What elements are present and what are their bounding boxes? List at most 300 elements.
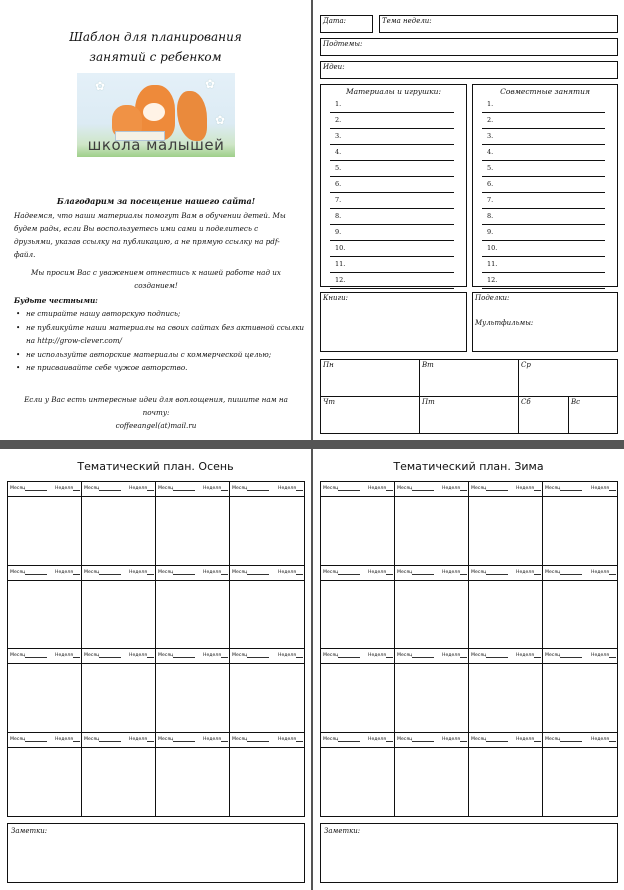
month-group <box>545 653 582 663</box>
week-blank[interactable] <box>221 653 228 658</box>
autumn-notes-field[interactable] <box>7 823 305 883</box>
month-blank[interactable] <box>338 570 360 575</box>
month-group <box>545 570 582 580</box>
week-group <box>442 486 467 496</box>
plan-week-cell[interactable] <box>543 482 617 566</box>
plan-week-cell[interactable] <box>230 733 304 817</box>
week-blank[interactable] <box>73 653 80 658</box>
plan-cell-header <box>156 733 229 748</box>
week-label: Неделя <box>129 736 147 742</box>
plan-week-cell[interactable] <box>156 482 230 566</box>
day-label: Сб <box>521 398 531 406</box>
plan-cell-header <box>543 733 617 748</box>
list-item[interactable]: 6. <box>482 177 605 193</box>
week-label: Неделя <box>278 569 296 575</box>
plan-cell-header <box>543 482 617 497</box>
ideas-field[interactable] <box>320 61 618 79</box>
week-label: Неделя <box>203 653 221 658</box>
thanks-heading: Благодарим за посещение нашего сайта! <box>56 196 256 206</box>
month-blank[interactable] <box>99 570 121 575</box>
plan-week-cell[interactable] <box>8 649 82 733</box>
month-group <box>158 737 195 747</box>
week-label: Неделя <box>368 569 386 575</box>
week-label: Неделя <box>203 486 221 491</box>
week-blank[interactable] <box>147 570 154 575</box>
month-label: Месяц <box>84 486 100 491</box>
week-group <box>516 570 541 580</box>
autumn-plan-grid <box>7 481 305 817</box>
week-group <box>368 653 393 663</box>
month-blank[interactable] <box>486 653 508 658</box>
week-group <box>516 737 541 747</box>
week-blank[interactable] <box>534 486 541 491</box>
month-blank[interactable] <box>560 486 582 491</box>
month-group <box>84 570 121 580</box>
plan-cell-header <box>156 566 229 581</box>
week-label: Неделя <box>591 569 609 575</box>
month-blank[interactable] <box>486 486 508 491</box>
day-cell-sat[interactable] <box>519 397 569 433</box>
cover-title-line2: занятий с ребенком <box>89 50 222 64</box>
month-group <box>471 737 508 747</box>
month-blank[interactable] <box>412 737 434 742</box>
day-cell-mon[interactable] <box>321 360 420 397</box>
week-group <box>591 486 616 496</box>
plan-week-cell[interactable] <box>82 733 156 817</box>
week-blank[interactable] <box>296 570 303 575</box>
materials-title: Материалы и игрушки: <box>346 87 441 96</box>
week-label: Неделя <box>129 486 147 491</box>
list-item[interactable]: 3. <box>482 129 605 145</box>
rule-item: • не присваивайте себе чужое авторство. <box>14 361 304 375</box>
week-blank[interactable] <box>460 570 467 575</box>
month-label: Месяц <box>232 569 248 575</box>
week-group <box>278 653 303 663</box>
month-label: Месяц <box>323 736 339 742</box>
day-label: Ср <box>521 361 531 369</box>
notes-label: Заметки: <box>324 827 361 835</box>
plan-week-cell[interactable] <box>321 482 395 566</box>
week-blank[interactable] <box>534 737 541 742</box>
week-group <box>368 486 393 496</box>
week-blank[interactable] <box>609 486 616 491</box>
month-label: Месяц <box>323 653 339 658</box>
plan-cell-header <box>321 566 394 581</box>
plan-week-cell[interactable] <box>8 733 82 817</box>
day-label: Пн <box>323 361 334 369</box>
month-label: Месяц <box>397 736 413 742</box>
plan-cell-header <box>230 566 304 581</box>
week-label: Неделя <box>203 736 221 742</box>
day-label: Вт <box>422 361 434 369</box>
month-label: Месяц <box>232 736 248 742</box>
week-blank[interactable] <box>386 737 393 742</box>
plan-week-cell[interactable] <box>469 733 543 817</box>
month-blank[interactable] <box>560 653 582 658</box>
plan-week-cell[interactable] <box>156 566 230 650</box>
list-item[interactable]: 5. <box>482 161 605 177</box>
plan-week-cell[interactable] <box>156 733 230 817</box>
week-label: Неделя <box>591 486 609 491</box>
plan-week-cell[interactable] <box>8 566 82 650</box>
week-group <box>368 570 393 580</box>
plan-week-cell[interactable] <box>469 566 543 650</box>
day-label: Чт <box>323 398 336 406</box>
month-label: Месяц <box>545 569 561 575</box>
cover-title-line1: Шаблон для планирования <box>69 30 242 44</box>
list-item[interactable]: 12. <box>482 273 605 289</box>
plan-week-cell[interactable] <box>82 482 156 566</box>
plan-cell-header <box>543 566 617 581</box>
month-group <box>84 486 121 496</box>
plan-cell-header <box>469 482 542 497</box>
day-cell-sun[interactable] <box>569 397 617 433</box>
month-label: Месяц <box>471 736 487 742</box>
honesty-heading: Будьте честными: <box>14 296 98 305</box>
month-blank[interactable] <box>173 570 195 575</box>
month-group <box>232 653 269 663</box>
list-item[interactable]: 12. <box>330 273 454 289</box>
week-group <box>591 737 616 747</box>
list-item[interactable]: 2. <box>482 113 605 129</box>
plan-cell-header <box>321 649 394 664</box>
week-blank[interactable] <box>147 737 154 742</box>
list-item[interactable]: 9. <box>330 225 454 241</box>
books-field[interactable] <box>320 292 467 352</box>
plan-cell-header <box>230 482 304 497</box>
flower-icon: ✿ <box>95 79 106 93</box>
month-group <box>545 737 582 747</box>
plan-cell-header <box>321 482 394 497</box>
day-cell-tue[interactable] <box>420 360 519 397</box>
week-blank[interactable] <box>460 653 467 658</box>
week-group <box>516 486 541 496</box>
plan-cell-header <box>395 733 468 748</box>
rules-list <box>14 307 304 375</box>
week-blank[interactable] <box>73 570 80 575</box>
week-theme-label: Тема недели: <box>382 17 432 25</box>
month-group <box>84 737 121 747</box>
logo-text: школа малышей <box>87 136 225 154</box>
month-blank[interactable] <box>486 570 508 575</box>
list-item[interactable]: 4. <box>482 145 605 161</box>
day-cell-wed[interactable] <box>519 360 617 397</box>
month-group <box>158 653 195 663</box>
ideas-label: Идеи: <box>323 63 345 71</box>
plan-cell-header <box>395 482 468 497</box>
month-blank[interactable] <box>338 737 360 742</box>
week-label: Неделя <box>55 486 73 491</box>
week-label: Неделя <box>591 653 609 658</box>
month-group <box>323 737 360 747</box>
week-blank[interactable] <box>609 737 616 742</box>
month-blank[interactable] <box>25 486 47 491</box>
week-label: Неделя <box>368 736 386 742</box>
plan-week-cell[interactable] <box>543 733 617 817</box>
month-blank[interactable] <box>247 570 269 575</box>
winter-notes-field[interactable] <box>320 823 618 883</box>
week-label: Неделя <box>129 569 147 575</box>
week-blank[interactable] <box>534 570 541 575</box>
list-item[interactable]: 6. <box>330 177 454 193</box>
list-item[interactable]: 10. <box>482 241 605 257</box>
week-label: Неделя <box>516 569 534 575</box>
month-group <box>84 653 121 663</box>
week-label: Неделя <box>278 736 296 742</box>
list-item[interactable]: 5. <box>330 161 454 177</box>
month-blank[interactable] <box>338 653 360 658</box>
week-group <box>55 486 80 496</box>
month-label: Месяц <box>158 653 174 658</box>
month-label: Месяц <box>397 486 413 491</box>
plan-week-cell[interactable] <box>543 649 617 733</box>
month-label: Месяц <box>397 569 413 575</box>
month-label: Месяц <box>10 653 26 658</box>
list-item[interactable]: 2. <box>330 113 454 129</box>
date-field[interactable] <box>320 15 373 33</box>
subthemes-label: Подтемы: <box>323 40 363 48</box>
week-theme-field[interactable] <box>379 15 618 33</box>
contact-email[interactable]: coffeeangel(at)mail.ru <box>115 421 197 430</box>
month-blank[interactable] <box>173 486 195 491</box>
week-label: Неделя <box>442 569 460 575</box>
week-blank[interactable] <box>386 486 393 491</box>
week-blank[interactable] <box>221 737 228 742</box>
list-item[interactable]: 7. <box>330 193 454 209</box>
month-label: Месяц <box>471 569 487 575</box>
week-group <box>203 653 228 663</box>
month-blank[interactable] <box>173 653 195 658</box>
week-group <box>278 737 303 747</box>
month-label: Месяц <box>84 736 100 742</box>
plan-week-cell[interactable] <box>321 733 395 817</box>
month-blank[interactable] <box>412 486 434 491</box>
week-days-grid <box>320 359 618 434</box>
month-label: Месяц <box>545 486 561 491</box>
month-group <box>471 570 508 580</box>
week-group <box>591 570 616 580</box>
week-group <box>591 653 616 663</box>
week-group <box>129 653 154 663</box>
plan-week-cell[interactable] <box>82 649 156 733</box>
week-label: Неделя <box>55 653 73 658</box>
month-blank[interactable] <box>247 653 269 658</box>
plan-cell-header <box>8 482 81 497</box>
month-blank[interactable] <box>99 653 121 658</box>
month-label: Месяц <box>10 736 26 742</box>
week-label: Неделя <box>442 486 460 491</box>
week-blank[interactable] <box>609 653 616 658</box>
list-item[interactable]: 4. <box>330 145 454 161</box>
ideas-text: Если у Вас есть интересные идеи для воплощения, пишите нам на почту: <box>24 395 288 417</box>
plan-cell-header <box>230 733 304 748</box>
month-group <box>232 570 269 580</box>
plan-week-cell[interactable] <box>321 649 395 733</box>
month-blank[interactable] <box>338 486 360 491</box>
week-label: Неделя <box>368 653 386 658</box>
month-blank[interactable] <box>25 737 47 742</box>
week-blank[interactable] <box>460 486 467 491</box>
list-item[interactable]: 3. <box>330 129 454 145</box>
month-label: Месяц <box>471 486 487 491</box>
month-blank[interactable] <box>486 737 508 742</box>
week-group <box>203 570 228 580</box>
week-blank[interactable] <box>221 570 228 575</box>
plan-cell-header <box>82 733 155 748</box>
materials-list <box>320 84 467 287</box>
month-group <box>471 653 508 663</box>
month-blank[interactable] <box>560 570 582 575</box>
month-blank[interactable] <box>99 737 121 742</box>
week-blank[interactable] <box>73 737 80 742</box>
plan-cell-header <box>395 566 468 581</box>
month-group <box>158 486 195 496</box>
week-group <box>129 737 154 747</box>
plan-cell-header <box>8 649 81 664</box>
notes-label: Заметки: <box>11 827 48 835</box>
month-group <box>471 486 508 496</box>
list-item[interactable]: 1. <box>330 97 454 113</box>
plan-cell-header <box>321 733 394 748</box>
month-group <box>10 653 47 663</box>
month-blank[interactable] <box>247 737 269 742</box>
plan-week-cell[interactable] <box>469 482 543 566</box>
plan-cell-header <box>82 482 155 497</box>
plan-cell-header <box>395 649 468 664</box>
plan-cell-header <box>230 649 304 664</box>
plan-week-cell[interactable] <box>395 733 469 817</box>
week-blank[interactable] <box>147 653 154 658</box>
day-cell-thu[interactable] <box>321 397 420 433</box>
month-group <box>10 486 47 496</box>
month-label: Месяц <box>10 569 26 575</box>
month-label: Месяц <box>232 486 248 491</box>
list-item[interactable]: 10. <box>330 241 454 257</box>
plan-week-cell[interactable] <box>230 482 304 566</box>
plan-week-cell[interactable] <box>321 566 395 650</box>
week-group <box>55 737 80 747</box>
month-label: Месяц <box>232 653 248 658</box>
plan-week-cell[interactable] <box>469 649 543 733</box>
month-blank[interactable] <box>99 486 121 491</box>
week-label: Неделя <box>516 736 534 742</box>
day-cell-fri[interactable] <box>420 397 519 433</box>
week-label: Неделя <box>442 736 460 742</box>
month-group <box>323 653 360 663</box>
week-group <box>278 570 303 580</box>
month-blank[interactable] <box>560 737 582 742</box>
rule-item: • не стирайте нашу авторскую подпись; <box>14 307 304 321</box>
winter-plan-title: Тематический план. Зима <box>393 460 544 473</box>
month-blank[interactable] <box>412 570 434 575</box>
week-blank[interactable] <box>296 737 303 742</box>
month-blank[interactable] <box>25 653 47 658</box>
plan-week-cell[interactable] <box>156 649 230 733</box>
flower-icon: ✿ <box>205 77 216 91</box>
week-label: Неделя <box>55 736 73 742</box>
week-blank[interactable] <box>296 486 303 491</box>
week-label: Неделя <box>368 486 386 491</box>
plan-week-cell[interactable] <box>82 566 156 650</box>
week-group <box>442 737 467 747</box>
month-group <box>10 737 47 747</box>
plan-cell-header <box>156 482 229 497</box>
week-blank[interactable] <box>147 486 154 491</box>
month-label: Месяц <box>471 653 487 658</box>
crafts-cartoons-field[interactable] <box>472 292 618 352</box>
plan-week-cell[interactable] <box>230 649 304 733</box>
weekly-plan-page <box>313 0 624 440</box>
rule-item: • не публикуйте наши материалы на своих сайтах без активной ссылки на http://grow-clever.com/ <box>14 321 304 348</box>
week-blank[interactable] <box>386 570 393 575</box>
autumn-plan-page <box>0 449 311 890</box>
month-label: Месяц <box>545 736 561 742</box>
plan-week-cell[interactable] <box>395 482 469 566</box>
month-blank[interactable] <box>412 653 434 658</box>
month-blank[interactable] <box>173 737 195 742</box>
subthemes-field[interactable] <box>320 38 618 56</box>
plan-cell-header <box>82 566 155 581</box>
week-blank[interactable] <box>534 653 541 658</box>
plan-cell-header <box>8 566 81 581</box>
month-blank[interactable] <box>247 486 269 491</box>
page-divider-horizontal <box>0 440 624 449</box>
week-group <box>129 486 154 496</box>
month-label: Месяц <box>545 653 561 658</box>
respect-request: Мы просим Вас с уважением отнестись к нашей работе над их созданием! <box>31 268 281 290</box>
flower-icon: ✿ <box>215 113 226 127</box>
week-blank[interactable] <box>73 486 80 491</box>
rule-item: • не используйте авторские материалы с коммерческой целью; <box>14 348 304 362</box>
list-item[interactable]: 9. <box>482 225 605 241</box>
week-blank[interactable] <box>296 653 303 658</box>
plan-week-cell[interactable] <box>543 566 617 650</box>
list-item[interactable]: 7. <box>482 193 605 209</box>
week-blank[interactable] <box>386 653 393 658</box>
list-item[interactable]: 8. <box>482 209 605 225</box>
week-label: Неделя <box>516 486 534 491</box>
month-label: Месяц <box>397 653 413 658</box>
plan-week-cell[interactable] <box>230 566 304 650</box>
list-item[interactable]: 8. <box>330 209 454 225</box>
list-item[interactable]: 11. <box>482 257 605 273</box>
week-group <box>129 570 154 580</box>
week-group <box>203 737 228 747</box>
week-blank[interactable] <box>609 570 616 575</box>
month-group <box>323 486 360 496</box>
autumn-plan-title: Тематический план. Осень <box>77 460 234 473</box>
month-label: Месяц <box>323 486 339 491</box>
week-group <box>516 653 541 663</box>
activities-title: Совместные занятия <box>500 87 590 96</box>
week-blank[interactable] <box>221 486 228 491</box>
month-group <box>397 653 434 663</box>
list-item[interactable]: 1. <box>482 97 605 113</box>
month-group <box>232 486 269 496</box>
ideas-line <box>14 393 298 432</box>
plan-week-cell[interactable] <box>8 482 82 566</box>
week-group <box>203 486 228 496</box>
month-blank[interactable] <box>25 570 47 575</box>
week-blank[interactable] <box>460 737 467 742</box>
list-item[interactable]: 11. <box>330 257 454 273</box>
week-group <box>55 570 80 580</box>
plan-week-cell[interactable] <box>395 649 469 733</box>
winter-plan-grid <box>320 481 618 817</box>
plan-cell-header <box>469 566 542 581</box>
plan-cell-header <box>82 649 155 664</box>
plan-week-cell[interactable] <box>395 566 469 650</box>
